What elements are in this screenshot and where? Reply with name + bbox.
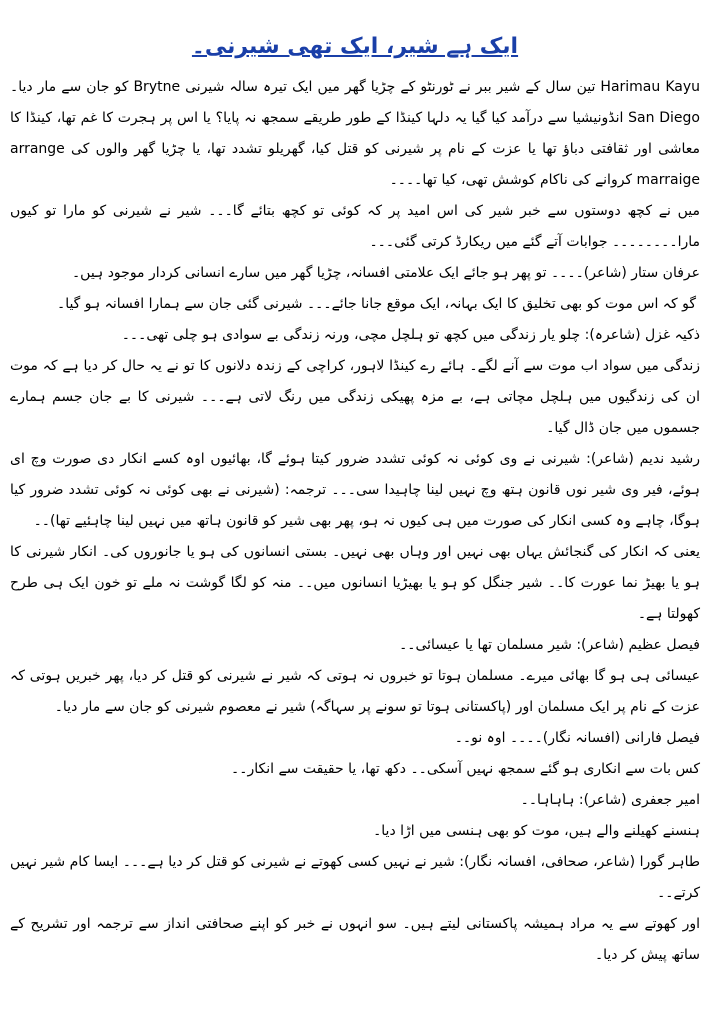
paragraph-1: Harimau Kayu تین سال کے شیر ببر نے ٹورنٹو کے چڑیا گھر میں ایک تیرہ سالہ شیرنی Brytne کو جان سے مار دیا۔ San Diego انڈونیشیا سے درآمد کیا گیا یہ دلہا کینڈا کے طور طریقے سمجھ نہ پایا؟ یا اس پر ہجرت کا غم تھا، کینڈا کا معاشی اور ثقافتی دباؤ تھا یا عزت کے نام پر شیرنی کو قتل کیا، گھریلو تشدد تھا، یا چڑیا گھر والوں کی arrange marraige کروانے کی ناکام کوشش تھی، کیا تھا۔۔۔۔ xyxy=(10,79,700,188)
paragraph-12: کس بات سے انکاری ہو گئے سمجھ نہیں آسکی۔۔ دکھ تھا، یا حقیقت سے انکار۔۔ xyxy=(231,761,700,777)
paragraph-5: ذکیہ غزل (شاعرہ): چلو یار زندگی میں کچھ تو ہلچل مچی، ورنہ زندگی بے سوادی ہو چلی تھی۔۔۔ xyxy=(121,327,700,343)
paragraph-11: فیصل فارانی (افسانہ نگار)۔۔۔۔ اوہ نو۔۔ xyxy=(454,730,700,746)
paragraph-3: عرفان ستار (شاعر)۔۔۔۔ تو پھر ہو جائے ایک علامتی افسانہ، چڑیا گھر میں سارے انسانی کردار موجود ہیں۔ xyxy=(71,265,700,281)
paragraph-7: رشید ندیم (شاعر): شیرنی نے وی کوئی نہ کوئی تشدد ضرور کیتا ہوئے گا، بھائیوں اوہ کسے انکار دی صورت وچ ای ہوئے، فیر وی شیر نوں قانون ہتھ وچ نہیں لینا چاہیدا سی۔۔۔ ترجمہ: (شیرنی نے بھی کوئی نہ کوئی تشدد ضرور کیا ہوگا، چاہے وہ کسی انکار کی صورت میں ہی کیوں نہ ہو، پھر بھی شیر کو قانون ہاتھ میں نہیں لینا چاہئیے تھا)۔۔ xyxy=(10,451,700,529)
paragraph-8: یعنی کہ انکار کی گنجائش یہاں بھی نہیں اور وہاں بھی نہیں۔ بستی انسانوں کی ہو یا جانوروں کی۔ انکار شیرنی کا ہو یا بھیڑ نما عورت کا۔۔ شیر جنگل کو ہو یا بھیڑیا انسانوں میں۔۔ منہ کو لگا گوشت نہ ملے تو خون ایک ہی طرح کھولتا ہے۔ xyxy=(10,544,700,622)
paragraph-10: عیسائی ہی ہو گا بھائی میرے۔ مسلمان ہوتا تو خبروں نہ ہوتی کہ شیر نے شیرنی کو قتل کر دیا، پھر خبریں ہوتی کہ عزت کے نام پر ایک مسلمان اور (پاکستانی ہوتا تو سونے پر سہاگہ) شیر نے معصوم شیرنی کو جان سے مار دیا۔ xyxy=(10,668,700,715)
page-title: ایک ہے شیر، ایک تھی شیرنی۔ xyxy=(191,34,519,59)
paragraph-6: زندگی میں سواد اب موت سے آنے لگے۔ ہائے رے کینڈا لاہور، کراچی کے زندہ دلانوں کا تو نے یہ حال کر دیا ہے کہ موت ان کی زندگیوں میں ہلچل مچاتی ہے، بے مزہ پھیکی زندگی میں رنگ لاتی ہے۔۔۔ شیرنی کا بے جان جسم ہمارے جسموں میں جان ڈال گیا۔ xyxy=(10,358,700,436)
paragraph-16: اور کھوتے سے یہ مراد ہمیشہ پاکستانی لیتے ہیں۔ سو انہوں نے خبر کو اپنے صحافتی انداز سے ترجمہ اور تشریح کے ساتھ پیش کر دیا۔ xyxy=(10,916,700,963)
article-body xyxy=(10,72,700,971)
paragraph-9: فیصل عظیم (شاعر): شیر مسلمان تھا یا عیسائی۔۔ xyxy=(399,637,700,653)
paragraph-4: گو کہ اس موت کو بھی تخلیق کا ایک بہانہ، ایک موقع جانا جائے۔۔۔ شیرنی گئی جان سے ہمارا افسانہ ہو گیا۔ xyxy=(56,296,696,312)
paragraph-13: امیر جعفری (شاعر): ہاہاہا۔۔ xyxy=(520,792,700,808)
paragraph-14: ہنسنے کھیلنے والے ہیں، موت کو بھی ہنسی میں اڑا دیا۔ xyxy=(373,823,700,839)
paragraph-15: طاہر گورا (شاعر، صحافی، افسانہ نگار): شیر نے نہیں کسی کھوتے نے شیرنی کو قتل کر دیا ہے۔۔۔ ایسا کام شیر نہیں کرتے۔۔ xyxy=(10,854,700,901)
paragraph-2: میں نے کچھ دوستوں سے خبر شیر کی اس امید پر کہ کوئی تو کچھ بتائے گا۔۔۔ شیر نے شیرنی کو مارا تو کیوں مارا۔۔۔۔۔۔۔۔ جوابات آتے گئے میں ریکارڈ کرتی گئی۔۔۔ xyxy=(10,203,700,250)
